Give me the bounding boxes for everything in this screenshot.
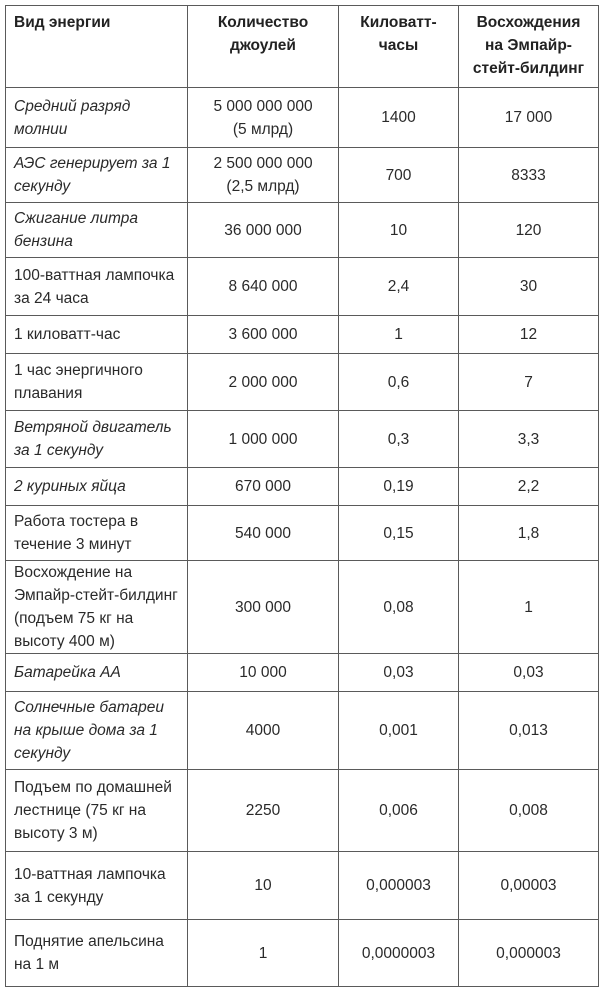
empire-state-climbs-cell: 8333: [459, 148, 599, 203]
empire-state-climbs-cell: 17 000: [459, 88, 599, 148]
table-row: [6, 258, 599, 316]
joules-value: 2 500 000 000: [213, 155, 313, 172]
empire-state-climbs-cell: 2,2: [459, 468, 599, 506]
table-row: [6, 561, 599, 654]
energy-type-cell: Батарейка АА: [6, 654, 188, 692]
kwh-cell: 1: [339, 316, 459, 354]
joules-cell: [188, 770, 339, 852]
joules-cell: [188, 203, 339, 258]
table-row: [6, 770, 599, 852]
joules-value: 10: [254, 877, 272, 894]
joules-cell: [188, 852, 339, 920]
kwh-cell: 0,3: [339, 411, 459, 468]
joules-cell: [188, 258, 339, 316]
kwh-cell: 0,001: [339, 692, 459, 770]
kwh-cell: 0,000003: [339, 852, 459, 920]
joules-value: 1: [258, 944, 268, 962]
energy-comparison-table: [5, 5, 599, 987]
energy-type-cell: 1 час энергичного плавания: [6, 354, 188, 411]
table-row: [6, 203, 599, 258]
table-row: [6, 468, 599, 506]
joules-cell: [188, 411, 339, 468]
energy-type-cell: Средний разряд молнии: [6, 88, 188, 148]
empire-state-climbs-cell: 0,03: [459, 654, 599, 692]
joules-cell: [188, 88, 339, 148]
joules-value: 670 000: [234, 478, 292, 495]
energy-type-cell: Работа тостера в течение 3 минут: [6, 506, 188, 561]
joules-value: 8 640 000: [228, 278, 298, 295]
kwh-cell: 0,006: [339, 770, 459, 852]
empire-state-climbs-cell: 1: [459, 561, 599, 654]
joules-cell: [188, 654, 339, 692]
header-empire-state-climbs: Восхождения на Эмпайр-стейт-билдинг: [459, 6, 599, 88]
kwh-cell: 0,15: [339, 506, 459, 561]
kwh-cell: 0,03: [339, 654, 459, 692]
empire-state-climbs-cell: 0,008: [459, 770, 599, 852]
joules-note: (2,5 млрд): [226, 178, 300, 195]
kwh-cell: 0,6: [339, 354, 459, 411]
header-kwh: Киловатт-часы: [339, 6, 459, 88]
joules-cell: [188, 316, 339, 354]
energy-type-cell: 1 киловатт-час: [6, 316, 188, 354]
empire-state-climbs-cell: 7: [459, 354, 599, 411]
empire-state-climbs-cell: 0,013: [459, 692, 599, 770]
energy-type-cell: 10-ваттная лампочка за 1 секунду: [6, 852, 188, 920]
kwh-cell: 10: [339, 203, 459, 258]
joules-cell: [188, 354, 339, 411]
energy-type-cell: 100-ваттная лампочка за 24 часа: [6, 258, 188, 316]
table-row: [6, 411, 599, 468]
empire-state-climbs-cell: 0,00003: [459, 852, 599, 920]
joules-cell: [188, 561, 339, 654]
table-row: [6, 506, 599, 561]
joules-cell: [188, 692, 339, 770]
joules-value: 3 600 000: [228, 326, 298, 343]
energy-type-cell: Сжигание литра бензина: [6, 203, 188, 258]
empire-state-climbs-cell: 12: [459, 316, 599, 354]
joules-value: 2 000 000: [228, 373, 298, 391]
energy-type-cell: Поднятие апельсина на 1 м: [6, 920, 188, 987]
table-row: [6, 148, 599, 203]
joules-value: 540 000: [234, 524, 292, 542]
empire-state-climbs-cell: 3,3: [459, 411, 599, 468]
kwh-cell: 1400: [339, 88, 459, 148]
kwh-cell: 0,08: [339, 561, 459, 654]
joules-value: 10 000: [239, 664, 287, 681]
joules-value: 5 000 000 000: [213, 97, 313, 115]
joules-value: 1 000 000: [228, 430, 298, 448]
energy-type-cell: 2 куриных яйца: [6, 468, 188, 506]
table-row: [6, 692, 599, 770]
joules-value: 300 000: [234, 598, 292, 616]
header-joules: Количество джоулей: [188, 6, 339, 88]
joules-note: (5 млрд): [232, 120, 294, 138]
empire-state-climbs-cell: 120: [459, 203, 599, 258]
joules-cell: [188, 148, 339, 203]
joules-value: 4000: [245, 722, 281, 739]
energy-type-cell: Подъем по домашней лестнице (75 кг на высоту 3 м): [6, 770, 188, 852]
empire-state-climbs-cell: 30: [459, 258, 599, 316]
energy-type-cell: Солнечные батареи на крыше дома за 1 секунду: [6, 692, 188, 770]
table-row: [6, 88, 599, 148]
kwh-cell: 0,19: [339, 468, 459, 506]
joules-value: 2250: [245, 802, 281, 819]
table-row: [6, 354, 599, 411]
joules-cell: [188, 468, 339, 506]
table-row: [6, 920, 599, 987]
table-row: [6, 852, 599, 920]
energy-table-container: [5, 5, 599, 987]
joules-value: 36 000 000: [224, 221, 302, 239]
header-energy-type: Вид энергии: [6, 6, 188, 88]
kwh-cell: 2,4: [339, 258, 459, 316]
table-row: [6, 316, 599, 354]
empire-state-climbs-cell: 0,000003: [459, 920, 599, 987]
joules-cell: [188, 506, 339, 561]
table-row: [6, 654, 599, 692]
kwh-cell: 700: [339, 148, 459, 203]
energy-type-cell: Восхождение на Эмпайр-стейт-билдинг (подъем 75 кг на высоту 400 м): [6, 561, 188, 654]
energy-type-cell: Ветряной двигатель за 1 секунду: [6, 411, 188, 468]
table-header-row: [6, 6, 599, 88]
table-body: [6, 88, 599, 987]
kwh-cell: 0,0000003: [339, 920, 459, 987]
empire-state-climbs-cell: 1,8: [459, 506, 599, 561]
joules-cell: [188, 920, 339, 987]
energy-type-cell: АЭС генерирует за 1 секунду: [6, 148, 188, 203]
